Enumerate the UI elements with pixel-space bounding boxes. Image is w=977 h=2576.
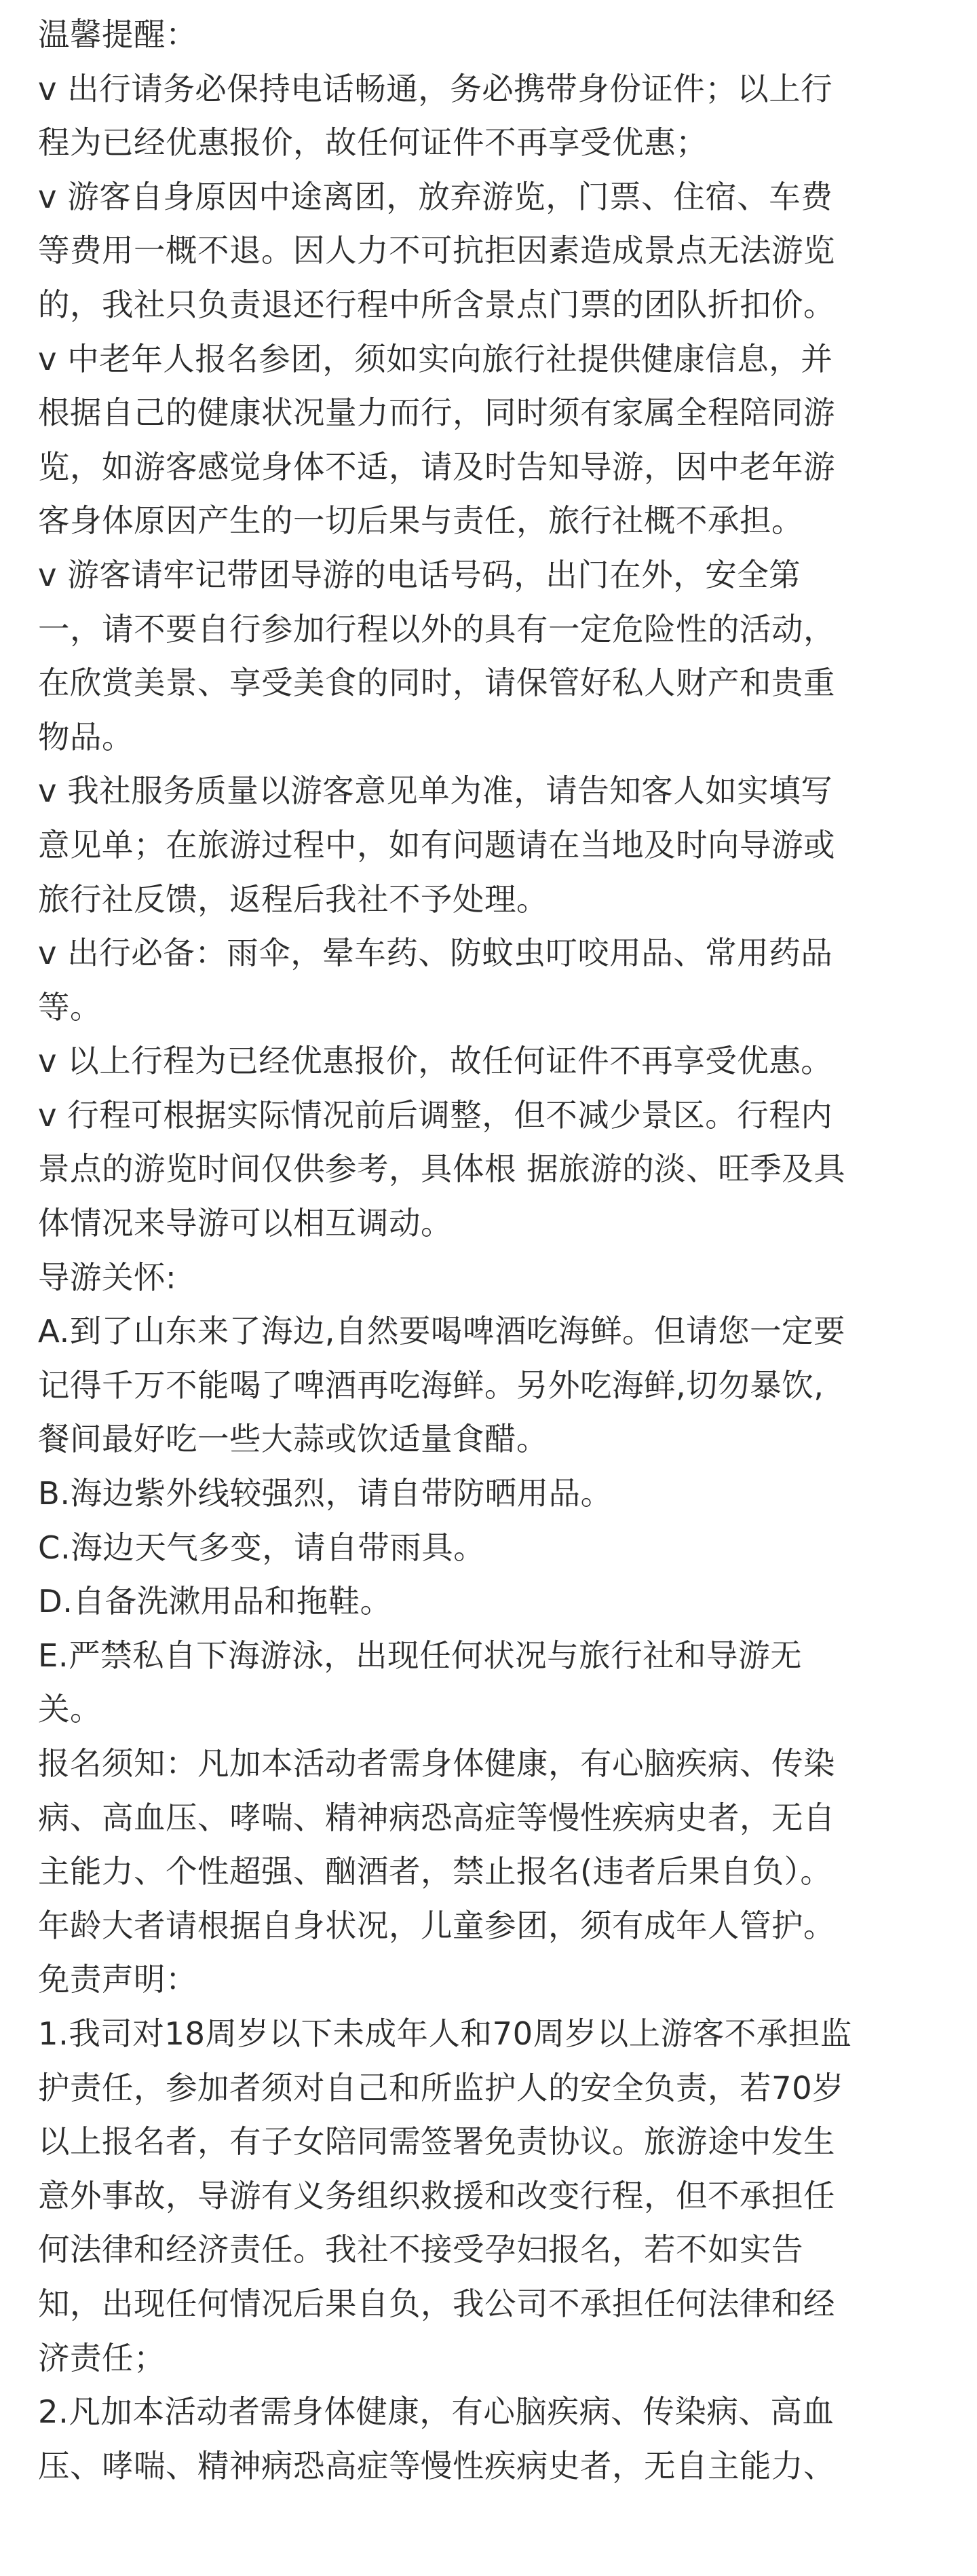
text-line: 根据自己的健康状况量力而行，同时须有家属全程陪同游	[38, 394, 835, 432]
text-line: 何法律和经济责任。我社不接受孕妇报名，若不如实告	[38, 2231, 803, 2269]
text-line: 物品。	[38, 718, 134, 755]
text-line: 压、哮喘、精神病恐高症等慢性疾病史者，无自主能力、	[38, 2447, 835, 2484]
text-line: 关。	[38, 1691, 102, 1728]
text-line: v 出行必备：雨伞，晕车药、防蚊虫叮咬用品、常用药品	[38, 935, 833, 972]
text-line: v 游客自身原因中途离团，放弃游览，门票、住宿、车费	[38, 178, 833, 215]
text-line: v 中老年人报名参团，须如实向旅行社提供健康信息，并	[38, 340, 833, 377]
text-line: C.海边天气多变，请自带雨具。	[38, 1529, 486, 1566]
text-line: D.自备洗漱用品和拖鞋。	[38, 1583, 392, 1620]
text-line: 1.我司对18周岁以下未成年人和70周岁以上游客不承担监	[38, 2015, 852, 2052]
text-line: 景点的游览时间仅供参考，具体根 据旅游的淡、旺季及具	[38, 1151, 846, 1188]
text-line: 病、高血压、哮喘、精神病恐高症等慢性疾病史者，无自	[38, 1799, 835, 1836]
text-line: v 以上行程为已经优惠报价，故任何证件不再享受优惠。	[38, 1043, 833, 1080]
section-heading-guide-care: 导游关怀:	[38, 1258, 177, 1296]
text-line: B.海边紫外线较强烈，请自带防晒用品。	[38, 1475, 613, 1512]
text-line: 餐间最好吃一些大蒜或饮适量食醋。	[38, 1421, 548, 1458]
text-line: 2.凡加本活动者需身体健康，有心脑疾病、传染病、高血	[38, 2393, 835, 2431]
section-heading-reminder: 温馨提醒：	[38, 16, 197, 53]
section-heading-disclaimer: 免责声明：	[38, 1961, 197, 1998]
text-line: 览，如游客感觉身体不适，请及时告知导游，因中老年游	[38, 448, 835, 485]
text-line: v 出行请务必保持电话畅通，务必携带身份证件；以上行	[38, 70, 833, 107]
text-line: v 行程可根据实际情况前后调整，但不减少景区。行程内	[38, 1096, 833, 1134]
text-line: 主能力、个性超强、酗酒者，禁止报名(违者后果自负）。	[38, 1853, 832, 1890]
text-line: 的，我社只负责退还行程中所含景点门票的团队折扣价。	[38, 286, 835, 323]
text-line: 记得千万不能喝了啤酒再吃海鲜。另外吃海鲜,切勿暴饮,	[38, 1366, 824, 1404]
text-line: 程为已经优惠报价，故任何证件不再享受优惠；	[38, 124, 708, 162]
text-line: v 我社服务质量以游客意见单为准，请告知客人如实填写	[38, 772, 833, 810]
text-line: 年龄大者请根据自身状况，儿童参团，须有成年人管护。	[38, 1907, 835, 1944]
text-line: 等。	[38, 988, 102, 1026]
text-line: 等费用一概不退。因人力不可抗拒因素造成景点无法游览	[38, 232, 835, 269]
text-line: 旅行社反馈，返程后我社不予处理。	[38, 880, 548, 918]
text-line: 在欣赏美景、享受美食的同时，请保管好私人财产和贵重	[38, 665, 835, 702]
text-line: 体情况来导游可以相互调动。	[38, 1205, 453, 1242]
text-line: 意见单；在旅游过程中，如有问题请在当地及时向导游或	[38, 826, 835, 863]
text-line: 知，出现任何情况后果自负，我公司不承担任何法律和经	[38, 2285, 835, 2322]
text-line: A.到了山东来了海边,自然要喝啤酒吃海鲜。但请您一定要	[38, 1313, 846, 1350]
text-line: 意外事故，导游有义务组织救援和改变行程，但不承担任	[38, 2177, 835, 2214]
text-line: v 游客请牢记带团导游的电话号码，出门在外，安全第	[38, 556, 801, 593]
text-line: 以上报名者，有子女陪同需签署免责协议。旅游途中发生	[38, 2123, 835, 2161]
text-line: 客身体原因产生的一切后果与责任，旅行社概不承担。	[38, 502, 803, 540]
text-line: 一，请不要自行参加行程以外的具有一定危险性的活动，	[38, 610, 835, 648]
text-line: 济责任；	[38, 2339, 166, 2376]
text-line: 护责任，参加者须对自己和所监护人的安全负责，若70岁	[38, 2069, 845, 2106]
text-line: E.严禁私自下海游泳，出现任何状况与旅行社和导游无	[38, 1637, 803, 1674]
section-heading-registration: 报名须知：凡加本活动者需身体健康，有心脑疾病、传染	[38, 1745, 835, 1782]
